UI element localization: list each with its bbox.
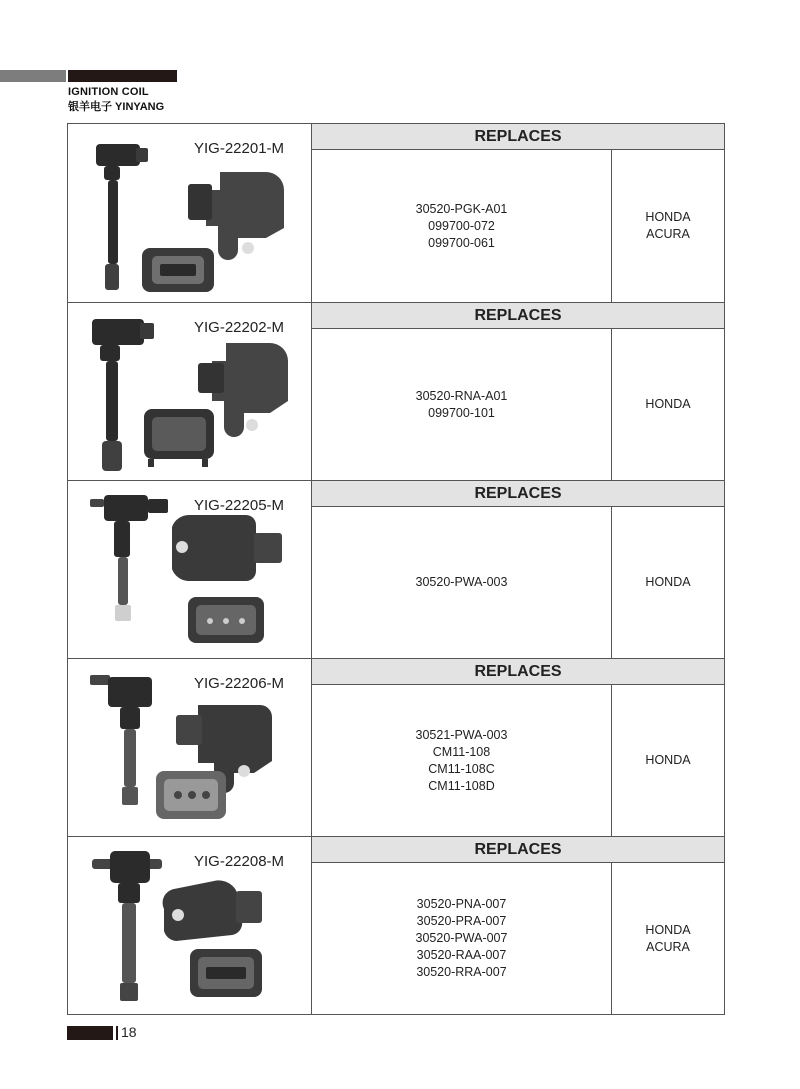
model-number: YIG-22206-M: [194, 675, 285, 692]
part-number: 30520-PWA-007: [415, 931, 508, 945]
replaces-panel: [312, 124, 724, 302]
part-number: 30520-RRA-007: [416, 965, 507, 979]
replaces-header: REPLACES: [312, 303, 724, 329]
replaces-header: REPLACES: [312, 124, 724, 150]
section-title: IGNITION COIL: [68, 86, 149, 98]
oem-part-numbers: [312, 329, 612, 480]
replaces-header: REPLACES: [312, 481, 724, 507]
replaces-panel: [312, 659, 724, 836]
vehicle-make: HONDA: [645, 575, 691, 589]
model-number: YIG-22208-M: [194, 853, 285, 870]
oem-part-numbers: [312, 507, 612, 658]
oem-part-numbers: [312, 863, 612, 1014]
vehicle-make: HONDA: [645, 210, 691, 224]
brand-subtitle: 银羊电子 YINYANG: [68, 101, 165, 113]
product-row: [68, 480, 724, 658]
vehicle-makes: [612, 863, 724, 1014]
part-number: CM11-108C: [428, 761, 495, 776]
catalog-table: [67, 123, 725, 1015]
oem-part-numbers: [312, 150, 612, 302]
model-number: YIG-22202-M: [194, 319, 285, 336]
part-number: 099700-061: [428, 235, 495, 250]
part-number: CM11-108D: [428, 778, 495, 793]
replaces-panel: [312, 303, 724, 480]
vehicle-make: HONDA: [645, 753, 691, 767]
part-number: 30520-RAA-007: [416, 948, 507, 962]
part-number: 099700-101: [428, 405, 495, 420]
oem-part-numbers: [312, 685, 612, 836]
vehicle-makes: [612, 507, 724, 658]
replaces-panel: [312, 837, 724, 1014]
vehicle-make: HONDA: [645, 397, 691, 411]
vehicle-makes: [612, 329, 724, 480]
product-row: [68, 658, 724, 836]
product-row: [68, 302, 724, 480]
vehicle-makes: [612, 685, 724, 836]
part-number: 30520-RNA-A01: [415, 388, 508, 403]
vehicle-make: ACURA: [646, 939, 690, 954]
vehicle-makes: [612, 150, 724, 302]
replaces-header: REPLACES: [312, 837, 724, 863]
part-number: 30521-PWA-003: [415, 727, 508, 742]
footer-black-bar: [67, 1026, 113, 1040]
product-photo-cell: [68, 659, 312, 836]
product-photo-cell: [68, 303, 312, 480]
part-number: 099700-072: [428, 218, 495, 233]
header-gray-bar: [0, 70, 66, 82]
part-number: 30520-PRA-007: [416, 914, 507, 928]
part-number: 30520-PWA-003: [415, 575, 508, 589]
part-number: 30520-PNA-007: [416, 897, 507, 911]
part-number: 30520-PGK-A01: [415, 201, 508, 216]
part-number: CM11-108: [432, 744, 491, 759]
product-row: [68, 124, 724, 302]
replaces-panel: [312, 481, 724, 658]
header-black-bar: [68, 70, 177, 82]
replaces-header: REPLACES: [312, 659, 724, 685]
model-number: YIG-22205-M: [194, 497, 285, 514]
page-number: 18: [121, 1024, 137, 1040]
vehicle-make: ACURA: [646, 227, 690, 241]
footer-separator: [116, 1026, 118, 1040]
model-number: YIG-22201-M: [194, 140, 285, 157]
product-row: [68, 836, 724, 1014]
vehicle-make: HONDA: [645, 922, 691, 937]
product-photo-cell: [68, 837, 312, 1014]
product-photo-cell: [68, 481, 312, 658]
product-photo-cell: [68, 124, 312, 302]
